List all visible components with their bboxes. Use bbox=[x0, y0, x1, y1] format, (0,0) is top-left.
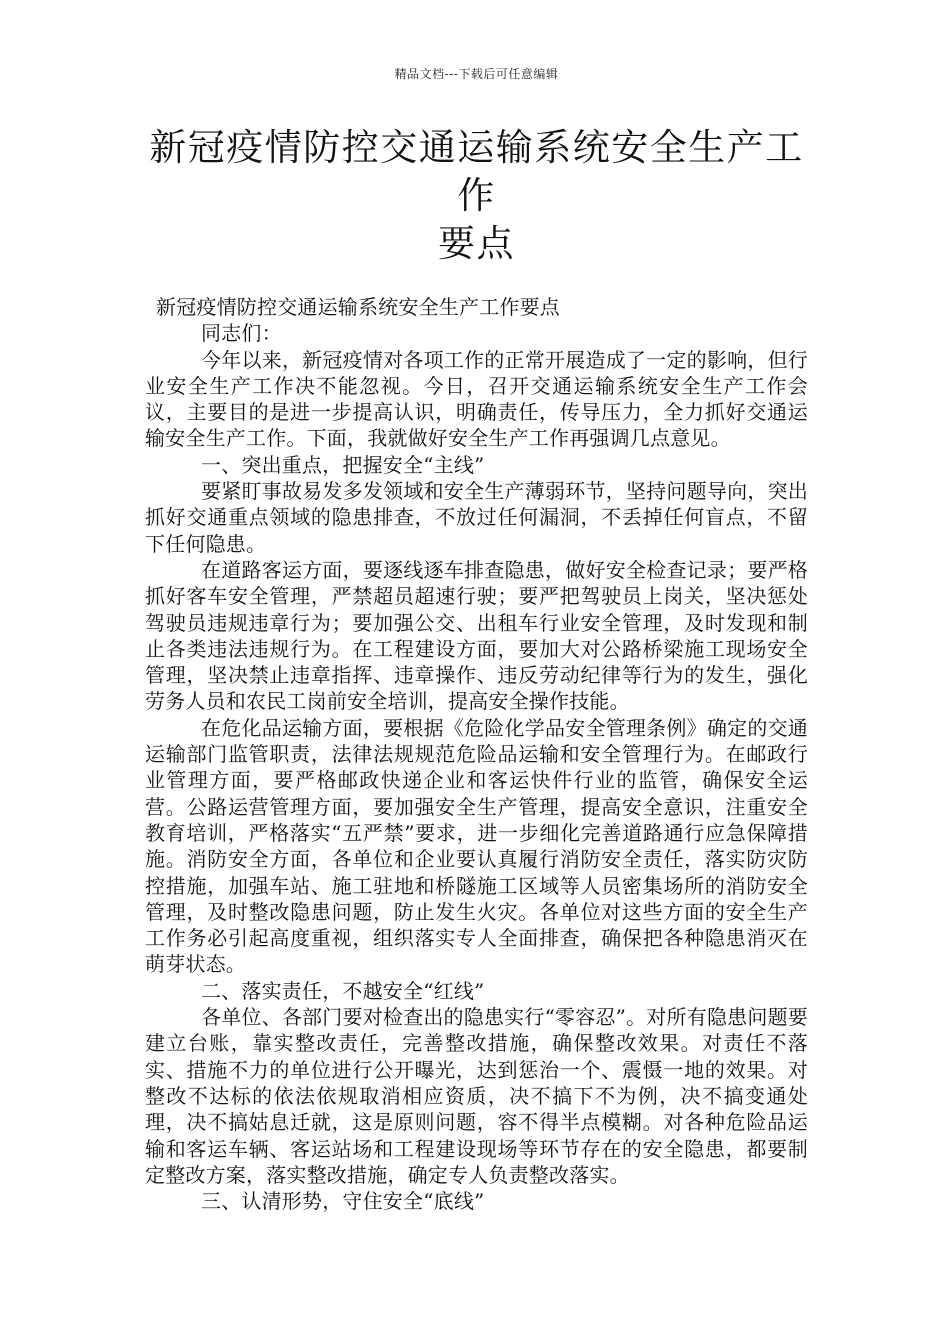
header-note: 精品文档---下载后可任意编辑 bbox=[394, 67, 559, 81]
document-subtitle: 新冠疫情防控交通运输系统安全生产工作要点 bbox=[156, 295, 560, 319]
document-title bbox=[145, 124, 808, 268]
document-title-line-1: 新冠疫情防控交通运输系统安全生产工作 bbox=[149, 126, 804, 217]
intro-paragraph: 今年以来，新冠疫情对各项工作的正常开展造成了一定的影响，但行业安全生产工作决不能忽视。今日，召开交通运输系统安全生产工作会议，主要目的是进一步提高认识，明确责任，传导压力，全力抓好交通运输安全生产工作。下面，我就做好安全生产工作再强调几点意见。 bbox=[145, 347, 808, 451]
salutation: 同志们： bbox=[201, 321, 282, 346]
section-2-paragraph-1: 各单位、各部门要对检查出的隐患实行“零容忍”。对所有隐患问题要建立台账，靠实整改责任，完善整改措施，确保整改效果。对责任不落实、措施不力的单位进行公开曝光，达到惩治一个、震慑一地的效果。对整改不达标的依法依规取消相应资质，决不搞下不为例，决不搞变通处理，决不搞姑息迁就，这是原则问题，容不得半点模糊。对各种危险品运输和客运车辆、客运站场和工程建设现场等环节存在的安全隐患，都要制定整改方案，落实整改措施，确定专人负责整改落实。 bbox=[145, 1005, 808, 1187]
section-heading-3: 三、认清形势，守住安全“底线” bbox=[201, 1189, 485, 1214]
section-1-paragraph-3: 在危化品运输方面，要根据《危险化学品安全管理条例》确定的交通运输部门监管职责，法律法规规范危险品运输和安全管理行为。在邮政行业管理方面，要严格邮政快递企业和客运快件行业的监管，确保安全运营。公路运营管理方面，要加强安全生产管理，提高安全意识，注重安全教育培训，严格落实“五严禁”要求，进一步细化完善道路通行应急保障措施。消防安全方面，各单位和企业要认真履行消防安全责任，落实防灾防控措施，加强车站、施工驻地和桥隧施工区域等人员密集场所的消防安全管理，及时整改隐患问题，防止发生火灾。各单位对这些方面的安全生产工作务必引起高度重视，组织落实专人全面排查，确保把各种隐患消灭在萌芽状态。 bbox=[145, 715, 808, 977]
document-title-line-2: 要点 bbox=[438, 222, 515, 265]
section-1-paragraph-2: 在道路客运方面，要逐线逐车排查隐患，做好安全检查记录；要严格抓好客车安全管理，严禁超员超速行驶；要严把驾驶员上岗关，坚决惩处驾驶员违规违章行为；要加强公交、出租车行业安全管理，及时发现和制止各类违法违规行为。在工程建设方面，要加大对公路桥梁施工现场安全管理，坚决禁止违章指挥、违章操作、违反劳动纪律等行为的发生，强化劳务人员和农民工岗前安全培训，提高安全操作技能。 bbox=[145, 557, 808, 714]
section-heading-2: 二、落实责任，不越安全“红线” bbox=[201, 978, 485, 1003]
section-1-paragraph-1: 要紧盯事故易发多发领域和安全生产薄弱环节，坚持问题导向，突出抓好交通重点领域的隐患排查，不放过任何漏洞，不丢掉任何盲点，不留下任何隐患。 bbox=[145, 479, 808, 556]
section-heading-1: 一、突出重点，把握安全“主线” bbox=[201, 452, 485, 477]
document-body bbox=[145, 294, 808, 1214]
